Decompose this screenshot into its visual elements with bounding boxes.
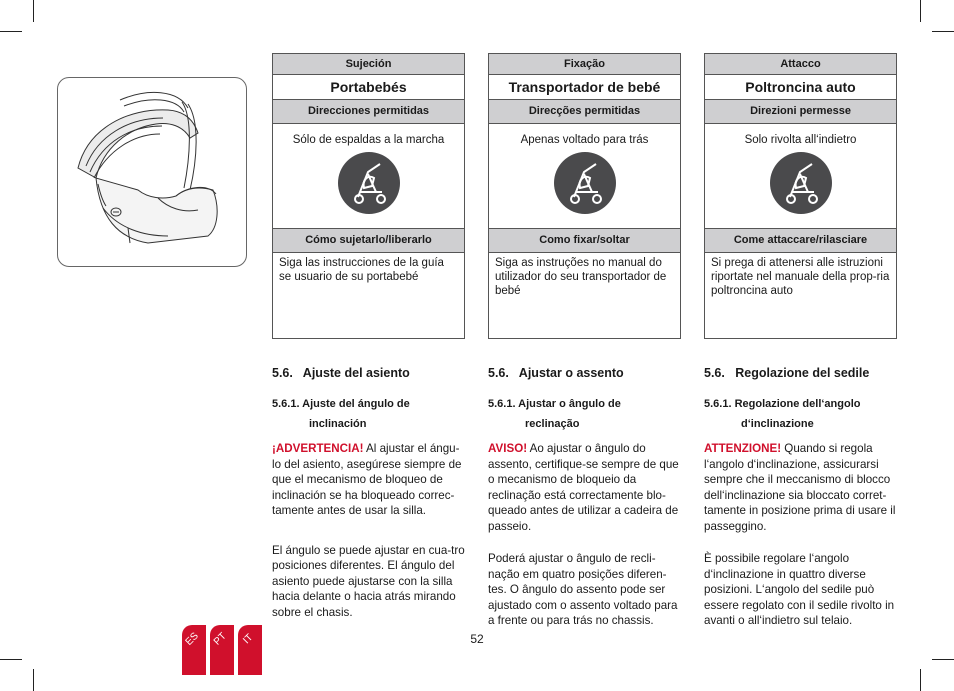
subsection-heading: 5.6.1. Regolazione dell‘angolo <box>704 398 861 410</box>
section-heading: 5.6. Regolazione del sedile <box>704 366 870 380</box>
crop-mark <box>0 659 22 660</box>
language-tabs <box>182 625 262 675</box>
car-seat-drawing <box>58 78 245 265</box>
rear-facing-stroller-icon <box>554 152 616 214</box>
attach-header: Cómo sujetarlo/liberarlo <box>273 228 464 253</box>
panel-header: Sujeción <box>273 54 464 75</box>
subsection-heading-cont: reclinação <box>525 418 580 430</box>
subsection-heading-cont: d‘inclinazione <box>741 418 814 430</box>
rear-facing-stroller-icon <box>338 152 400 214</box>
panel-title: Transportador de bebé <box>508 79 661 95</box>
directions-header: Direcciones permitidas <box>273 99 464 124</box>
attachment-panel-it <box>704 53 897 339</box>
body-paragraph: È possibile regolare l‘angolo d‘inclinazione in quattro diverse posizioni. L‘angolo del sedile può essere regolato con il sedile rivolto in avanti o all‘indietro sul telaio. <box>704 552 895 627</box>
directions-header: Direzioni permesse <box>705 99 896 124</box>
panel-header: Fixação <box>489 54 680 75</box>
panel-header: Attacco <box>705 54 896 75</box>
direction-text: Apenas voltado para trás <box>520 134 649 146</box>
subsection-heading: 5.6.1. Ajuste del ángulo de <box>272 398 410 410</box>
crop-mark <box>33 669 34 691</box>
attach-header: Come attaccare/rilasciare <box>705 228 896 253</box>
warning-text: Ao ajustar o ângulo do assento, certifique-se sempre de que o mecanismo de bloqueio da reclinação está correctamente blo-queado antes de utilizar a cadeira de passeio. <box>488 442 679 533</box>
car-seat-illustration <box>57 77 247 267</box>
crop-mark <box>33 0 34 22</box>
column-it <box>704 364 900 646</box>
panel-title: Poltroncina auto <box>745 79 856 95</box>
crop-mark <box>920 0 921 22</box>
rear-facing-stroller-icon <box>770 152 832 214</box>
crop-mark <box>932 659 954 660</box>
language-tab-it <box>238 625 262 675</box>
directions-header: Direcções permitidas <box>489 99 680 124</box>
warning-label: ATTENZIONE! <box>704 442 782 455</box>
section-heading: 5.6. Ajuste del asiento <box>272 366 410 380</box>
panel-title: Portabebés <box>330 79 407 95</box>
direction-text: Solo rivolta all‘indietro <box>744 134 857 146</box>
subsection-heading-cont: inclinación <box>309 418 367 430</box>
rear-facing-icon-wrap <box>489 150 680 212</box>
tab-label: ES <box>183 630 201 648</box>
warning-label: ¡ADVERTENCIA! <box>272 442 364 455</box>
rear-facing-icon-wrap <box>705 150 896 212</box>
attach-text: Si prega di attenersi alle istruzioni riportate nel manuale della prop-ria poltroncina auto <box>711 257 890 297</box>
language-tab-pt <box>210 625 234 675</box>
warning-paragraph <box>488 441 684 534</box>
warning-paragraph <box>272 441 468 519</box>
crop-mark <box>932 31 954 32</box>
language-tab-es <box>182 625 206 675</box>
rear-facing-icon-wrap <box>273 150 464 212</box>
body-paragraph: Poderá ajustar o ângulo de recli-nação em quatro posições diferen-tes. O ângulo do assento pode ser ajustado com o assento voltado para a frente ou para trás no chassis. <box>488 552 678 627</box>
warning-text: Al ajustar el ángu-lo del asiento, asegúrese siempre de que el mecanismo de bloqueo de inclinación se ha bloqueado correc-tamente antes de usar la silla. <box>272 442 462 517</box>
column-es <box>272 364 468 637</box>
column-pt <box>488 364 684 646</box>
warning-paragraph <box>704 441 900 534</box>
subsection-heading: 5.6.1. Ajustar o ângulo de <box>488 398 621 410</box>
tab-label: PT <box>211 630 229 648</box>
attach-text: Siga las instrucciones de la guía se usuario de su portabebé <box>279 257 444 283</box>
page-number: 52 <box>470 632 484 646</box>
attach-header: Como fixar/soltar <box>489 228 680 253</box>
body-paragraph: El ángulo se puede ajustar en cua-tro posiciones diferentes. El ángulo del asiento puede ajustarse con la silla hacia delante o hacia atrás mirando sobre el chasis. <box>272 543 465 619</box>
direction-text: Sólo de espaldas a la marcha <box>292 134 445 146</box>
crop-mark <box>0 31 22 32</box>
warning-label: AVISO! <box>488 442 528 455</box>
attach-text: Siga as instruções no manual do utilizador do seu transportador de bebé <box>495 257 667 297</box>
warning-text: Quando si regola l‘angolo d‘inclinazione, assicurarsi sempre che il meccanismo di blocco dell‘inclinazione sia bloccato corret-tamente in posizione prima di usare il passeggino. <box>704 442 896 533</box>
attachment-panel-es <box>272 53 465 339</box>
tab-label: IT <box>241 632 256 647</box>
attachment-panel-pt <box>488 53 681 339</box>
crop-mark <box>920 669 921 691</box>
section-heading: 5.6. Ajustar o assento <box>488 366 624 380</box>
